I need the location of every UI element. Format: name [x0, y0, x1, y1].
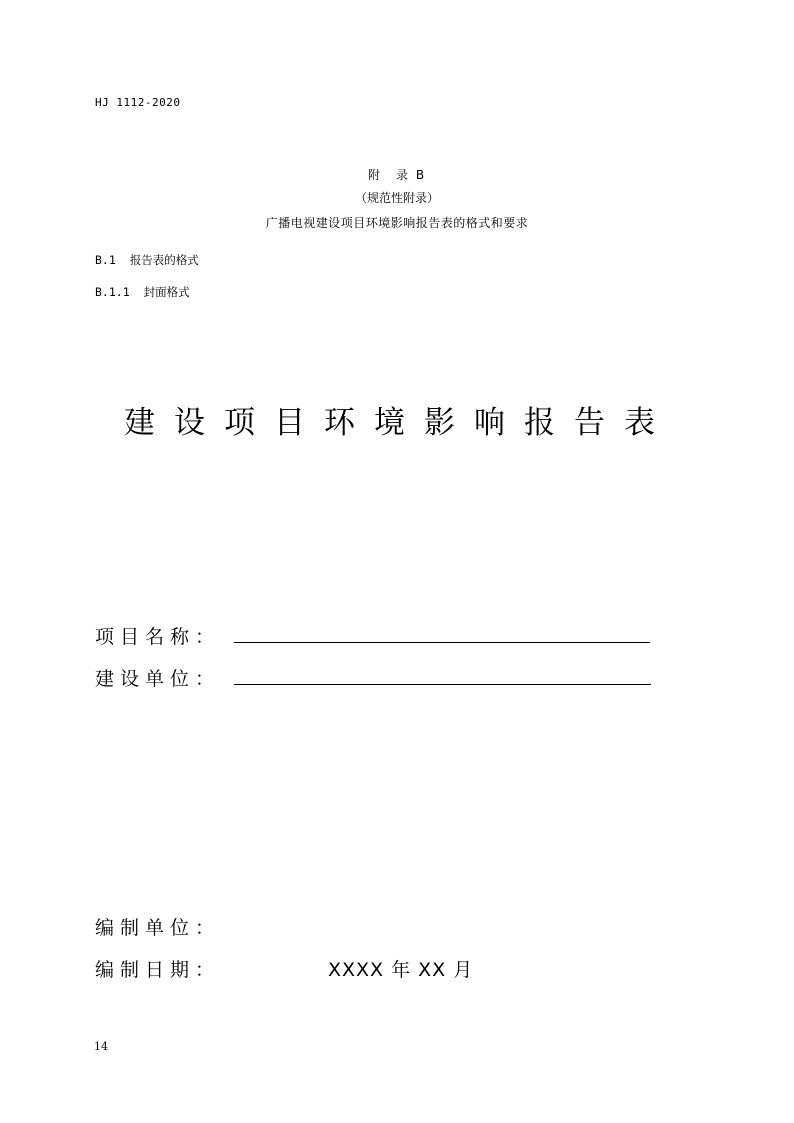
clause-b1 — [95, 252, 199, 268]
appendix-label-prefix: 附 — [367, 168, 382, 182]
project-name-blank-line — [234, 642, 650, 643]
clause-b1-1 — [95, 284, 190, 300]
appendix-label-letter: B — [415, 168, 427, 182]
prepared-date-value: XXXX 年 XX 月 — [328, 959, 474, 981]
clause-number: B.1.1 — [95, 285, 130, 299]
project-name-label: 项目名称： — [95, 626, 221, 648]
clause-number: B.1 — [95, 253, 116, 267]
cover-title: 建设项目环境影响报告表 — [124, 405, 674, 441]
clause-text: 报告表的格式 — [129, 253, 199, 267]
appendix-title: 广播电视建设项目环境影响报告表的格式和要求 — [265, 216, 529, 230]
construction-unit-label: 建设单位： — [95, 668, 221, 690]
construction-unit-blank-line — [234, 684, 651, 685]
prepared-date-label: 编制日期： — [95, 959, 221, 981]
appendix-label — [0, 166, 794, 183]
appendix-label-mid: 录 — [395, 168, 410, 182]
standard-code: HJ 1112-2020 — [95, 96, 181, 109]
clause-text: 封面格式 — [143, 285, 190, 299]
prepared-by-label: 编制单位： — [95, 917, 221, 939]
page-number: 14 — [94, 1040, 108, 1053]
appendix-type: （规范性附录） — [354, 191, 439, 205]
